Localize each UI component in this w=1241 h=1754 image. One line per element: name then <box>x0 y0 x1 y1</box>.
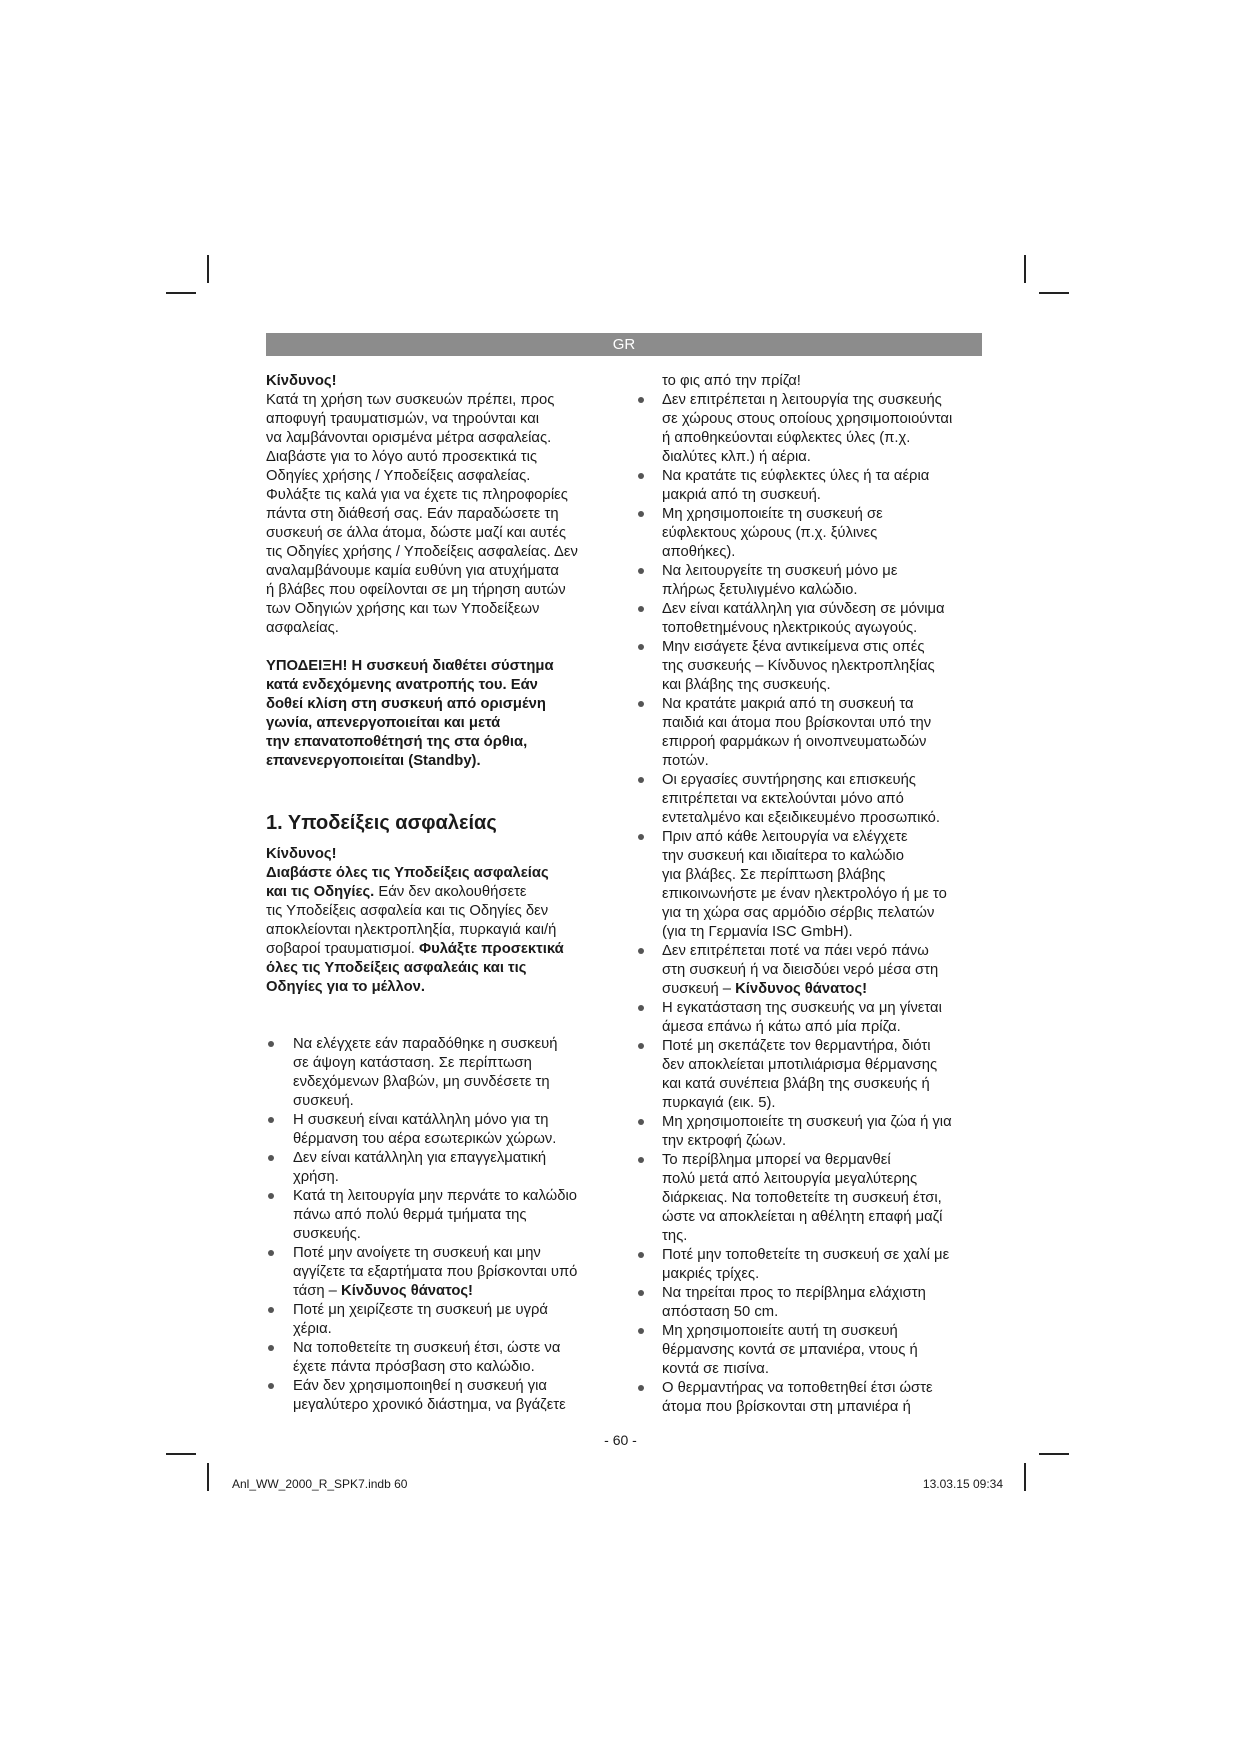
text-line: Οδηγίες χρήσης / Υποδείξεις ασφαλείας. <box>266 468 531 484</box>
text-line: τις Οδηγίες χρήσης / Υποδείξεις ασφαλείας. Δεν <box>266 544 578 560</box>
text-line: την επανατοποθέτησή της στα όρθια, <box>266 734 528 750</box>
list-item: Κατά τη λειτουργία μην περνάτε το καλώδιο πάνω από πολύ θερμά τμήματα της συσκευής. <box>266 1187 611 1244</box>
crop-mark <box>166 292 196 294</box>
text-line: κατά ενδεχόμενης ανατροπής του. Εάν <box>266 677 538 693</box>
page-number: - 60 - <box>604 1432 637 1448</box>
text-line: όλες τις Υποδείξεις ασφαλεάις και τις <box>266 960 527 976</box>
list-item: Ποτέ μην τοποθετείτε τη συσκευή σε χαλί με μακριές τρίχες. <box>636 1246 982 1284</box>
text-line: πάντα στη διάθεσή σας. Εάν παραδώσετε τη <box>266 506 559 522</box>
language-header <box>266 333 982 356</box>
text-line: Κατά τη χρήση των συσκευών πρέπει, προς <box>266 392 555 408</box>
right-column <box>636 372 982 1417</box>
crop-mark <box>1039 292 1069 294</box>
crop-mark <box>1024 255 1026 283</box>
text-line: ασφαλείας. <box>266 620 339 636</box>
text-line: και τις Οδηγίες. Εάν δεν ακολουθήσετε <box>266 884 527 900</box>
list-item: Οι εργασίες συντήρησης και επισκευής επιτρέπεται να εκτελούνται μόνο από εντεταλμένο και εξειδικευμένο προσωπικό. <box>636 771 982 828</box>
crop-mark <box>207 1463 209 1491</box>
text-line: Οδηγίες για το μέλλον. <box>266 979 425 995</box>
section-warning-title: Κίνδυνος! <box>266 846 337 862</box>
text-line: συσκευή σε άλλα άτομα, δώστε μαζί και αυτές <box>266 525 567 541</box>
text-line: των Οδηγιών χρήσης και των Υποδείξεων <box>266 601 540 617</box>
list-item: Μην εισάγετε ξένα αντικείμενα στις οπές της συσκευής – Κίνδυνος ηλεκτροπληξίας και βλάβης της συσκευής. <box>636 638 982 695</box>
list-item: Εάν δεν χρησιμοποιηθεί η συσκευή για μεγαλύτερο χρονικό διάστημα, να βγάζετε <box>266 1377 611 1415</box>
list-item: Να ελέγχετε εάν παραδόθηκε η συσκευή σε άψογη κατάσταση. Σε περίπτωση ενδεχόμενων βλαβών, μη συνδέσετε τη συσκευή. <box>266 1035 611 1111</box>
danger-warning: Κίνδυνος θάνατος! <box>341 1283 473 1299</box>
text-line: επανενεργοποιείται (Standby). <box>266 753 481 769</box>
text-line: αποκλείονται ηλεκτροπληξία, πυρκαγιά και/ή <box>266 922 557 938</box>
section-paragraph <box>266 864 611 997</box>
note-paragraph <box>266 657 611 771</box>
crop-mark <box>1024 1463 1026 1491</box>
list-item: Το περίβλημα μπορεί να θερμανθεί πολύ μετά από λειτουργία μεγαλύτερης διάρκειας. Να τοποθετείτε τη συσκευή έτσι, ώστε να αποκλείεται η αθέλητη επαφή μαζί της. <box>636 1151 982 1246</box>
safety-list-left <box>266 1035 611 1415</box>
text-line: ΥΠΟΔΕΙΞΗ! Η συσκευή διαθέτει σύστημα <box>266 658 554 674</box>
crop-mark <box>166 1453 196 1455</box>
text-line: δοθεί κλίση στη συσκευή από ορισμένη <box>266 696 546 712</box>
list-item: Δεν επιτρέπεται η λειτουργία της συσκευής σε χώρους στους οποίους χρησιμοποιούνται ή αποθηκεύονται εύφλεκτες ύλες (π.χ. διαλύτες κλπ.) ή αέρια. <box>636 391 982 467</box>
list-item: Η εγκατάσταση της συσκευής να μη γίνεται άμεσα επάνω ή κάτω από μία πρίζα. <box>636 999 982 1037</box>
safety-list-right <box>636 391 982 1417</box>
intro-paragraph <box>266 391 611 638</box>
crop-mark <box>207 255 209 283</box>
footer-timestamp: 13.03.15 09:34 <box>922 1477 1003 1491</box>
text-line: ή βλάβες που οφείλονται σε μη τήρηση αυτών <box>266 582 566 598</box>
danger-warning: Κίνδυνος θάνατος! <box>735 981 868 997</box>
list-item: Να τηρείται προς το περίβλημα ελάχιστη απόσταση 50 cm. <box>636 1284 982 1322</box>
list-item: Πριν από κάθε λειτουργία να ελέγχετε την συσκευή και ιδιαίτερα το καλώδιο για βλάβες. Σε περίπτωση βλάβης επικοινωνήστε με έναν ηλεκτρολόγο ή με το για τη χώρα σας αρμόδιο σέρβις πελατών (για τη Γερμανία ISC GmbH). <box>636 828 982 942</box>
text-line: γωνία, απενεργοποιείται και μετά <box>266 715 501 731</box>
list-item: Να λειτουργείτε τη συσκευή μόνο με πλήρως ξετυλιγμένο καλώδιο. <box>636 562 982 600</box>
text-line: τις Υποδείξεις ασφαλεία και τις Οδηγίες δεν <box>266 903 549 919</box>
text-line: Διαβάστε για το λόγο αυτό προσεκτικά τις <box>266 449 538 465</box>
list-item: Δεν επιτρέπεται ποτέ να πάει νερό πάνω στη συσκευή ή να διεισδύει νερό μέσα στη συσκευή – Κίνδυνος θάνατος! <box>636 942 982 999</box>
list-item: Ποτέ μη σκεπάζετε τον θερμαντήρα, διότι δεν αποκλείεται μποτιλιάρισμα θέρμανσης και κατά συνέπεια βλάβη της συσκευής ή πυρκαγιά (εικ. 5). <box>636 1037 982 1113</box>
footer-filename: Anl_WW_2000_R_SPK7.indb 60 <box>232 1477 408 1491</box>
list-item: Δεν είναι κατάλληλη για σύνδεση σε μόνιμα τοποθετημένους ηλεκτρικούς αγωγούς. <box>636 600 982 638</box>
list-item: Να τοποθετείτε τη συσκευή έτσι, ώστε να έχετε πάντα πρόσβαση στο καλώδιο. <box>266 1339 611 1377</box>
text-line: Διαβάστε όλες τις Υποδείξεις ασφαλείας <box>266 865 549 881</box>
list-item: Μη χρησιμοποιείτε αυτή τη συσκευή θέρμανσης κοντά σε μπανιέρα, ντους ή κοντά σε πισίνα. <box>636 1322 982 1379</box>
list-item: Ο θερμαντήρας να τοποθετηθεί έτσι ώστε άτομα που βρίσκονται στη μπανιέρα ή <box>636 1379 982 1417</box>
continued-text: το φις από την πρίζα! <box>662 373 801 389</box>
warning-title: Κίνδυνος! <box>266 373 337 389</box>
list-item: Μη χρησιμοποιείτε τη συσκευή για ζώα ή για την εκτροφή ζώων. <box>636 1113 982 1151</box>
language-code: GR <box>612 336 636 353</box>
list-item: Ποτέ μην ανοίγετε τη συσκευή και μην αγγίζετε τα εξαρτήματα που βρίσκονται υπό τάση – Κίνδυνος θάνατος! <box>266 1244 611 1301</box>
list-item: Δεν είναι κατάλληλη για επαγγελματική χρήση. <box>266 1149 611 1187</box>
text-line: σοβαροί τραυματισμοί. Φυλάξτε προσεκτικά <box>266 941 564 957</box>
text-line: Φυλάξτε τις καλά για να έχετε τις πληροφορίες <box>266 487 568 503</box>
text-line: να λαμβάνονται ορισμένα μέτρα ασφαλείας. <box>266 430 552 446</box>
list-item: Να κρατάτε τις εύφλεκτες ύλες ή τα αέρια μακριά από τη συσκευή. <box>636 467 982 505</box>
list-item: Η συσκευή είναι κατάλληλη μόνο για τη θέρμανση του αέρα εσωτερικών χώρων. <box>266 1111 611 1149</box>
text-line: αναλαμβάνουμε καμία ευθύνη για ατυχήματα <box>266 563 559 579</box>
list-item: Να κρατάτε μακριά από τη συσκευή τα παιδιά και άτομα που βρίσκονται υπό την επιρροή φαρμάκων ή οινοπνευματωδών ποτών. <box>636 695 982 771</box>
list-item: Ποτέ μη χειρίζεστε τη συσκευή με υγρά χέρια. <box>266 1301 611 1339</box>
list-item: Μη χρησιμοποιείτε τη συσκευή σε εύφλεκτους χώρους (π.χ. ξύλινες αποθήκες). <box>636 505 982 562</box>
section-heading: 1. Υποδείξεις ασφαλείας <box>266 812 497 834</box>
left-column <box>266 372 611 1415</box>
text-line: αποφυγή τραυματισμών, να τηρούνται και <box>266 411 540 427</box>
crop-mark <box>1039 1453 1069 1455</box>
